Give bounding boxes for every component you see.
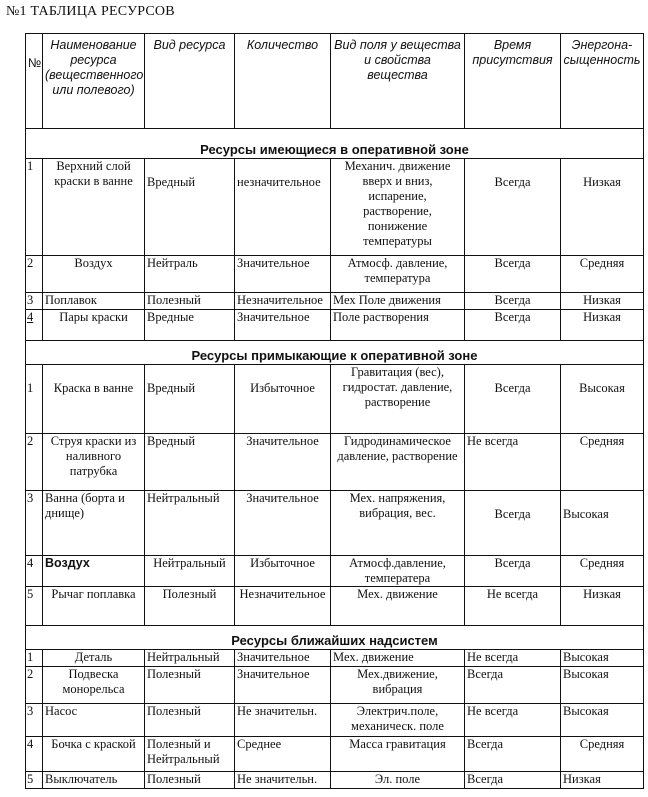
- resource-name: Насос: [43, 704, 145, 737]
- header-resource-name: Наименование ресурса (вещественного или полевого): [43, 34, 145, 129]
- resource-field: Мех. движение: [331, 650, 465, 667]
- resource-name: Поплавок: [43, 293, 145, 310]
- energy-level: Низкая: [561, 587, 644, 626]
- resource-quantity: Значительное: [235, 667, 331, 704]
- resource-quantity: Значительное: [235, 256, 331, 293]
- resource-kind: Нейтраль: [145, 256, 235, 293]
- resource-name: Струя краски из наливного патрубка: [43, 434, 145, 491]
- energy-level: Низкая: [561, 159, 644, 256]
- resource-quantity: Значительное: [235, 491, 331, 556]
- resource-field: Атмосф. давление, температура: [331, 256, 465, 293]
- row-number: 2: [26, 434, 43, 491]
- resource-name: Краска в ванне: [43, 365, 145, 434]
- row-number: 5: [26, 772, 43, 789]
- resource-kind: Полезный: [145, 704, 235, 737]
- presence-time: Всегда: [465, 772, 561, 789]
- energy-level: Средняя: [561, 256, 644, 293]
- resource-name: Верхний слой краски в ванне: [43, 159, 145, 256]
- energy-level: Высокая: [561, 491, 644, 556]
- resource-name: Выключатель: [43, 772, 145, 789]
- row-number: 2: [26, 256, 43, 293]
- section-row: [26, 626, 644, 650]
- energy-level: Средняя: [561, 737, 644, 772]
- resource-quantity: Незначительное: [235, 293, 331, 310]
- table-row: [26, 293, 644, 310]
- header-number: №: [26, 34, 43, 129]
- table-row: [26, 556, 644, 587]
- row-number: 1: [26, 650, 43, 667]
- energy-level: Высокая: [561, 365, 644, 434]
- header-energy: Энергона-сыщенность: [561, 34, 644, 129]
- header-presence-time: Время присутствия: [465, 34, 561, 129]
- section-title: Ресурсы имеющиеся в оперативной зоне: [26, 129, 644, 159]
- header-resource-kind: Вид ресурса: [145, 34, 235, 129]
- table-row: [26, 587, 644, 626]
- resource-quantity: Значительное: [235, 310, 331, 341]
- resource-field: Поле растворения: [331, 310, 465, 341]
- resource-quantity: Незначительное: [235, 587, 331, 626]
- resource-field: Атмосф.давление, температера: [331, 556, 465, 587]
- resource-kind: Полезный: [145, 772, 235, 789]
- presence-time: Всегда: [465, 737, 561, 772]
- presence-time: Всегда: [465, 491, 561, 556]
- presence-time: Всегда: [465, 310, 561, 341]
- row-number: 3: [26, 491, 43, 556]
- table-row: [26, 434, 644, 491]
- table-row: [26, 650, 644, 667]
- presence-time: Всегда: [465, 556, 561, 587]
- resources-table: [25, 33, 644, 789]
- resource-quantity: незначительное: [235, 159, 331, 256]
- resource-kind: Полезный: [145, 293, 235, 310]
- row-number: 1: [26, 159, 43, 256]
- resource-name: Подвеска монорельса: [43, 667, 145, 704]
- table-row: [26, 310, 644, 341]
- table-row: [26, 365, 644, 434]
- resource-kind: Нейтральный: [145, 491, 235, 556]
- resource-quantity: Значительное: [235, 650, 331, 667]
- row-number: 3: [26, 293, 43, 310]
- document-title: №1 ТАБЛИЦА РЕСУРСОВ: [6, 4, 175, 19]
- table-header-row: [26, 34, 644, 129]
- resource-kind: Вредный: [145, 434, 235, 491]
- energy-level: Высокая: [561, 650, 644, 667]
- section-row: [26, 129, 644, 159]
- resource-field: Механич. движение вверх и вниз, испарение, растворение, понижение температуры: [331, 159, 465, 256]
- section-title: Ресурсы ближайших надсистем: [26, 626, 644, 650]
- energy-level: Высокая: [561, 704, 644, 737]
- energy-level: Высокая: [561, 667, 644, 704]
- table-row: [26, 772, 644, 789]
- presence-time: Всегда: [465, 365, 561, 434]
- table-row: [26, 667, 644, 704]
- resource-quantity: Значительное: [235, 434, 331, 491]
- header-field-properties: Вид поля у вещества и свойства вещества: [331, 34, 465, 129]
- energy-level: Низкая: [561, 293, 644, 310]
- energy-level: Средняя: [561, 556, 644, 587]
- presence-time: Всегда: [465, 293, 561, 310]
- table-row: [26, 704, 644, 737]
- resource-name: Ванна (борта и днище): [43, 491, 145, 556]
- presence-time: Не всегда: [465, 704, 561, 737]
- resource-quantity: Избыточное: [235, 365, 331, 434]
- resource-name: Деталь: [43, 650, 145, 667]
- row-number: 5: [26, 587, 43, 626]
- section-row: [26, 341, 644, 365]
- resource-name: Бочка с краской: [43, 737, 145, 772]
- presence-time: Всегда: [465, 159, 561, 256]
- resource-field: Гидродинамическое давление, растворение: [331, 434, 465, 491]
- header-quantity: Количество: [235, 34, 331, 129]
- resource-field: Мех. движение: [331, 587, 465, 626]
- resource-kind: Полезный: [145, 667, 235, 704]
- table-row: [26, 256, 644, 293]
- resource-quantity: Избыточное: [235, 556, 331, 587]
- presence-time: Не всегда: [465, 434, 561, 491]
- row-number: 4: [26, 556, 43, 587]
- resource-field: Электрич.поле, механическ. поле: [331, 704, 465, 737]
- row-number: 4: [26, 737, 43, 772]
- row-number: 3: [26, 704, 43, 737]
- resource-kind: Полезный и Нейтральный: [145, 737, 235, 772]
- resource-field: Мех.движение, вибрация: [331, 667, 465, 704]
- resource-name: Рычаг поплавка: [43, 587, 145, 626]
- resource-kind: Вредный: [145, 159, 235, 256]
- resource-kind: Полезный: [145, 587, 235, 626]
- energy-level: Средняя: [561, 434, 644, 491]
- table-row: [26, 491, 644, 556]
- row-number: 4: [26, 310, 43, 341]
- resource-field: Масса гравитация: [331, 737, 465, 772]
- resource-name: Пары краски: [43, 310, 145, 341]
- resource-kind: Нейтральный: [145, 556, 235, 587]
- resource-quantity: Среднее: [235, 737, 331, 772]
- resource-kind: Нейтральный: [145, 650, 235, 667]
- section-title: Ресурсы примыкающие к оперативной зоне: [26, 341, 644, 365]
- table-row: [26, 159, 644, 256]
- presence-time: Не всегда: [465, 650, 561, 667]
- energy-level: Низкая: [561, 772, 644, 789]
- resource-field: Гравитация (вес), гидростат. давление, растворение: [331, 365, 465, 434]
- energy-level: Низкая: [561, 310, 644, 341]
- presence-time: Всегда: [465, 667, 561, 704]
- resource-kind: Вредные: [145, 310, 235, 341]
- row-number: 1: [26, 365, 43, 434]
- resource-quantity: Не значительн.: [235, 704, 331, 737]
- resource-name: Воздух: [43, 256, 145, 293]
- resource-kind: Вредный: [145, 365, 235, 434]
- table-row: [26, 737, 644, 772]
- presence-time: Не всегда: [465, 587, 561, 626]
- resource-quantity: Не значительн.: [235, 772, 331, 789]
- resource-field: Эл. поле: [331, 772, 465, 789]
- presence-time: Всегда: [465, 256, 561, 293]
- resource-field: Мех Поле движения: [331, 293, 465, 310]
- row-number: 2: [26, 667, 43, 704]
- resource-field: Мех. напряжения, вибрация, вес.: [331, 491, 465, 556]
- resource-name: Воздух: [43, 556, 145, 587]
